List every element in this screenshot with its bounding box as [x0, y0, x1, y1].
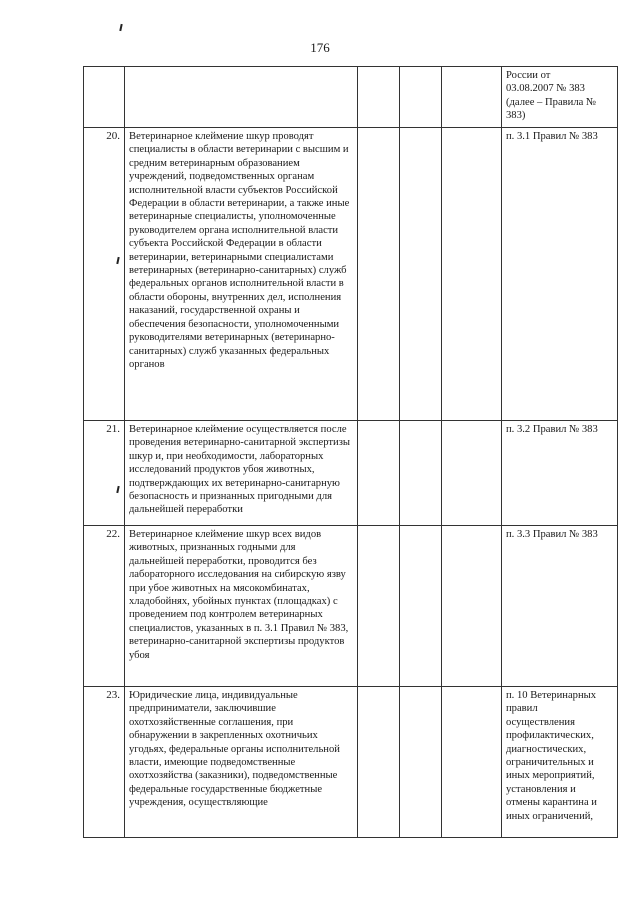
- cell-reference: [502, 687, 618, 838]
- cell-empty: [400, 526, 442, 687]
- cell-empty: [358, 687, 400, 838]
- cell-number: 20.: [84, 128, 125, 421]
- requirements-table: [83, 66, 618, 838]
- cell-empty: [400, 128, 442, 421]
- cell-requirement: Ветеринарное клеймение шкур всех видов животных, признанных годными для дальнейшей переработки, проводится без лабораторного исследования на сибирскую язву при убое животных на мясокомбинатах, хладобойнях, убойных пунктах (площадках) с проведением под контролем ветеринарных специалистов, указанных в п. 3.1 Правил № 383, ветеринарно-санитарной экспертизы продуктов убоя: [125, 526, 358, 687]
- cell-empty: [442, 67, 502, 128]
- table-row: [84, 128, 618, 421]
- reference-text: России от 03.08.2007 № 383 (далее – Правила № 383): [506, 70, 597, 122]
- table-row: [84, 526, 618, 687]
- cell-reference: [502, 526, 618, 687]
- table-row: [84, 67, 618, 128]
- cell-reference: [502, 128, 618, 421]
- cell-empty: [400, 67, 442, 128]
- reference-text: п. 3.2 Правил № 383: [506, 424, 598, 435]
- table-row: [84, 687, 618, 838]
- cell-number: 22.: [84, 526, 125, 687]
- cell-empty: [358, 67, 400, 128]
- cell-empty: [358, 421, 400, 526]
- cell-requirement: Ветеринарное клеймение осуществляется после проведения ветеринарно-санитарной экспертизы шкур и, при необходимости, лабораторных исследований продуктов убоя животных, подтверждающих их ветеринарно-санитарную безопасность и признанных пригодными для дальнейшей переработки: [125, 421, 358, 526]
- cell-empty: [442, 421, 502, 526]
- reference-text: п. 3.1 Правил № 383: [506, 131, 598, 142]
- cell-requirement: Юридические лица, индивидуальные предприниматели, заключившие охотхозяйственные соглашения, при обнаружении в закрепленных охотничьих угодьях, федеральные органы исполнительной власти, имеющие подведомственные охотхозяйства (заказники), подведомственные федеральные государственные бюджетные учреждения, осуществляющие: [125, 687, 358, 838]
- cell-empty: [358, 526, 400, 687]
- reference-text: п. 10 Ветеринарных правил осуществления профилактических, диагностических, ограничительных и иных мероприятий, установления и отмены карантина и иных ограничений,: [506, 690, 597, 822]
- cell-empty: [400, 421, 442, 526]
- cell-requirement: Ветеринарное клеймение шкур проводят специалисты в области ветеринарии с высшим и средним ветеринарным образованием учреждений, подведомственных органам исполнительной власти субъектов Российской Федерации в области ветеринарии, а также иные ветеринарные специалисты, уполномоченные руководителем органа исполнительной власти субъекта Российской Федерации в области ветеринарии, ветеринарными специалистами ветеринарных (ветеринарно-санитарных) служб федеральных органов исполнительной власти в области обороны, внутренних дел, исполнения наказаний, государственной охраны и обеспечения безопасности, уполномоченными руководителями ветеринарных (ветеринарно-санитарных) служб указанных федеральных органов: [125, 128, 358, 421]
- scan-mark: [119, 24, 122, 31]
- cell-number: [84, 67, 125, 128]
- table-row: [84, 421, 618, 526]
- cell-empty: [442, 526, 502, 687]
- cell-reference: [502, 421, 618, 526]
- cell-requirement: [125, 67, 358, 128]
- cell-number: 21.: [84, 421, 125, 526]
- reference-text: п. 3.3 Правил № 383: [506, 529, 598, 540]
- cell-number: 23.: [84, 687, 125, 838]
- cell-empty: [442, 128, 502, 421]
- cell-empty: [442, 687, 502, 838]
- cell-empty: [358, 128, 400, 421]
- cell-reference: [502, 67, 618, 128]
- cell-empty: [400, 687, 442, 838]
- page-number: 176: [310, 40, 330, 55]
